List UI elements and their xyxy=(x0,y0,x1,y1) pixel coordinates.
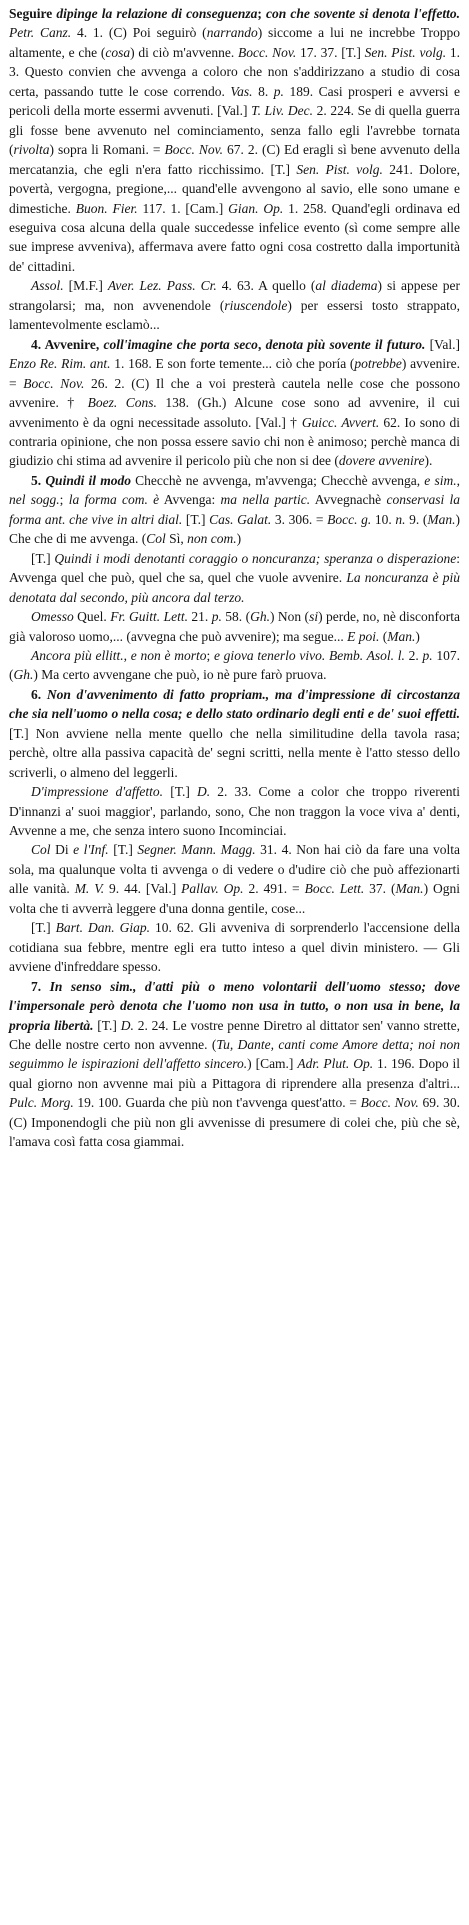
text-run: ( xyxy=(379,628,388,644)
text-run: Boez. Cons. xyxy=(87,395,157,411)
text-run: ) [Cam.] xyxy=(247,1056,298,1072)
text-run: 1. 3. Questo convien che avvenga a coloro che non s'addirizzano a studio di cosa certa, passando tutte le cose correndo. xyxy=(9,44,460,99)
text-run: 8. xyxy=(252,83,274,99)
text-run: ) siccome a lui ne increbbe Troppo altamente, e che ( xyxy=(9,25,460,60)
text-run: Buon. Fier. xyxy=(75,200,138,216)
text-run: , xyxy=(456,472,460,488)
text-run: riuscendole xyxy=(224,297,288,313)
text-run: Sen. Pist. volg. xyxy=(296,161,383,177)
text-run: Di xyxy=(50,842,74,858)
text-run: Enzo Re. Rim. ant. xyxy=(9,356,111,372)
text-run: p. xyxy=(273,83,284,99)
entry-paragraph xyxy=(9,918,460,976)
text-run: 19. 100. Guarda che più non t'avvenga quest'atto. = xyxy=(73,1095,361,1111)
text-run: 4. 63. A quello ( xyxy=(216,278,316,294)
text-run: E poi. xyxy=(347,628,380,644)
text-run: 69. 30. (C) Imponendogli che più non gli avvenisse di presumere di colei che, più che sè, l'amava così fatta cosa giammai. xyxy=(9,1095,460,1150)
text-run: Man. xyxy=(395,881,424,897)
text-run: Gh. xyxy=(250,609,270,625)
text-run: [M.F.] xyxy=(63,278,108,294)
text-run: conservasi la forma ant. che vive in altri dial. xyxy=(9,492,460,527)
text-run: ) Ma certo avvengane che può, io nè pure farò pruova. xyxy=(33,667,327,683)
text-run: ) xyxy=(236,531,242,547)
entry-paragraph xyxy=(9,607,460,646)
text-run: Vas. xyxy=(230,83,253,99)
text-run: Assol. xyxy=(31,278,64,294)
text-run: 2. 33. Come a color che troppo riverenti D'innanzi a' suoi maggior', parlando, sono, Che non traggon la voce viva a' denti, Avvenne a me, che senza intero suono Incominciai. xyxy=(9,784,460,839)
text-run: [T.] xyxy=(182,511,210,527)
text-run: si xyxy=(309,609,319,625)
text-run: Omesso xyxy=(31,609,74,625)
entry-paragraph xyxy=(9,840,460,918)
text-run: 1. 258. Quand'egli ordinava ed eseguiva cosa alcuna della quale succedesse infelice evento (sì come sempre alle sue imprese avveniva), affermava avere fatto ogni cosa costretto dalla importunità de' cittadini. xyxy=(9,200,461,274)
text-run: , xyxy=(123,647,131,663)
text-run: Man. xyxy=(427,511,456,527)
text-column xyxy=(9,4,460,1152)
text-run: [T.] xyxy=(93,1017,121,1033)
text-run: ) sopra li Romani. = xyxy=(49,142,165,158)
text-run: Col xyxy=(31,842,51,858)
text-run: [Val.] xyxy=(425,336,461,352)
text-run: con che sovente si denota l'effetto. xyxy=(266,6,460,21)
text-run: nel sogg. xyxy=(9,492,60,508)
text-run: ) Che che di me avvenga. ( xyxy=(9,511,461,547)
text-run: 117. 1. [Cam.] xyxy=(137,200,229,216)
text-run: T. Liv. Dec. xyxy=(251,103,314,119)
text-run: 7. xyxy=(31,978,50,994)
text-run: 17. 37. [T.] xyxy=(296,44,365,60)
text-run: 9. ( xyxy=(405,511,428,527)
text-run: Col xyxy=(146,531,166,547)
text-run: dovere avvenire xyxy=(338,453,425,469)
text-run: 138. (Gh.) Alcune cose sono ad avvenire, il cui avvenimento è da ogni necessitade assoluto. [Val.] † xyxy=(9,395,460,430)
text-run: D. xyxy=(196,784,211,800)
text-run: ) perde, no, nè disconforta già valoroso uomo,... (avvegna che può avvenire); ma segue... xyxy=(9,609,460,644)
text-run: e l'Inf. xyxy=(73,842,109,858)
text-run: 2. 224. Se di quella guerra gli fosse bene avvenuto nel cominciamento, senza fallo egli l'avrebbe tornata ( xyxy=(9,103,461,158)
text-run: e sim. xyxy=(424,472,457,488)
entry-paragraph xyxy=(9,646,460,685)
text-run: 67. 2. (C) Ed eragli sì bene avvenuto della mercatanzia, che egli n'era fatto ricchissimo. [T.] xyxy=(9,142,460,177)
text-run: 62. Io sono di contraria opinione, che non possa essere savio chi non è animoso; perchè manca di giudizio chi stima ad avvenire il pericolo più che non si dee ( xyxy=(9,414,460,469)
text-run: Quindi i modi denotanti coraggio o noncuranza; speranza o disperazione xyxy=(54,550,457,566)
text-run: ). xyxy=(424,453,433,469)
text-run: Ancora più ellitt. xyxy=(31,647,124,663)
entry-paragraph xyxy=(9,782,460,840)
text-run: Bocc. xyxy=(327,511,358,527)
text-run: rivolta xyxy=(13,142,50,158)
text-run: Pallav. Op. xyxy=(181,881,244,897)
text-run: Quel. xyxy=(73,609,111,625)
text-run: Bemb. Asol. xyxy=(329,647,395,663)
text-run: p. xyxy=(422,647,433,663)
entry-paragraph xyxy=(9,4,460,276)
text-run: 189. Casi prosperi e avversi e pericoli della morte essermi avvenuti. [Val.] xyxy=(9,83,460,119)
text-run: Man. xyxy=(387,628,416,644)
text-run: 1. 168. E son forte temente... ciò che poría ( xyxy=(110,356,355,372)
text-run: n. xyxy=(395,511,406,527)
text-run: 2. 491. = xyxy=(243,881,305,897)
text-run: Gh. xyxy=(13,667,34,683)
text-run: denota più sovente il futuro. xyxy=(265,336,426,352)
text-run: Avvegnachè xyxy=(310,492,387,508)
text-run: 1. 196. Dopo il qual giorno non avvenne mai più a Pittagora di riprendere alla presenza d'altri... xyxy=(9,1056,460,1091)
text-run: e giova tenerlo vivo. xyxy=(213,647,326,663)
text-run: D. xyxy=(120,1017,134,1033)
text-run: Avvenga: xyxy=(159,492,221,508)
text-run: potrebbe xyxy=(354,356,402,372)
text-run: [T.] xyxy=(108,842,138,858)
text-run: e non è morto xyxy=(130,647,207,663)
text-run: Petr. Canz. xyxy=(9,25,72,41)
text-run: 10. xyxy=(371,511,396,527)
entry-paragraph xyxy=(9,471,460,549)
text-run: 2. xyxy=(404,647,423,663)
text-run: ma nella partic. xyxy=(220,492,311,508)
text-run: l. xyxy=(397,647,405,663)
text-run: 26. 2. (C) Il che a voi presterà cautela nelle cose che possono avvenire. † xyxy=(9,375,460,411)
text-run: [T.] xyxy=(31,920,56,936)
text-run: ) xyxy=(415,628,420,644)
text-run: g. xyxy=(361,511,372,527)
text-run: 10. 62. Gli avveniva di sorprenderlo l'accensione della cotidiana sua febbre, mentre egli era tutto inteso a quel divin ministero. — Gli avviene d'infreddare spesso. xyxy=(9,920,460,975)
text-run: La noncuranza è più denotata dal secondo, più ancora dal terzo. xyxy=(9,570,461,605)
entry-paragraph xyxy=(9,685,460,782)
text-run: Gian. Op. xyxy=(228,200,284,216)
text-run: Bocc. Nov. xyxy=(237,44,297,60)
text-run: cosa xyxy=(105,44,131,60)
text-run: Guicc. Avvert. xyxy=(301,414,380,430)
text-run: [T.] Non avviene nella mente quello che nella similitudine della tavola rasa; perchè, oltre alla passiva capacità de' segni scritti, nella mente è l'atto stesso dello scriverli, o almeno del leggerli. xyxy=(9,725,460,780)
text-run: Sen. Pist. volg. xyxy=(364,44,447,60)
text-run: al diadema xyxy=(315,278,378,294)
text-run: la forma com. è xyxy=(68,492,160,508)
text-run: D'impressione d'affetto. xyxy=(31,784,164,800)
text-run: Segner. Mann. Magg. xyxy=(137,842,256,858)
text-run: Seguire xyxy=(9,6,57,21)
text-run: Bart. Dan. Giap. xyxy=(55,920,150,936)
text-run: 21. xyxy=(187,609,212,625)
text-run: Quindi il modo xyxy=(45,472,131,488)
text-run: 31. 4. Non hai ciò da fare una volta sola, ma qualunque volta ti avvenga o di vedere o d'udire ciò che può affezionarti alle vanità. xyxy=(9,842,461,897)
text-run: 58. ( xyxy=(221,609,251,625)
text-run: [T.] xyxy=(31,550,55,566)
text-run: [T.] xyxy=(163,784,197,800)
text-run: Bocc. Nov. xyxy=(23,375,85,391)
text-run: Bocc. Nov. xyxy=(360,1095,419,1111)
text-run: ; xyxy=(206,647,214,663)
text-run: 4. 1. (C) Poi seguirò ( xyxy=(71,25,207,41)
text-run: 5. xyxy=(31,472,46,488)
text-run: 3. 306. = xyxy=(271,511,328,527)
text-run: 6. xyxy=(31,686,47,702)
text-run: ; xyxy=(59,492,69,508)
text-run: Fr. Guitt. Lett. xyxy=(110,609,188,625)
text-run: Bocc. Lett. xyxy=(304,881,365,897)
text-run: 9. 44. [Val.] xyxy=(104,881,182,897)
text-run: ) Ogni volta che ti avverrà leggere d'una donna gentile, cose... xyxy=(9,881,460,916)
text-run: Checchè ne avvenga, m'avvenga; Checchè avvenga, xyxy=(130,472,425,488)
text-run: Aver. Lez. Pass. Cr. xyxy=(107,278,217,294)
entry-paragraph xyxy=(9,977,460,1152)
text-run: ) di ciò m'avvenne. xyxy=(130,44,238,60)
entry-paragraph xyxy=(9,335,460,471)
text-run: 37. ( xyxy=(364,881,396,897)
text-run: dipinge la relazione di conseguenza xyxy=(56,6,258,21)
text-run: Sì, xyxy=(165,531,188,547)
text-run: 4. Avvenire, xyxy=(31,336,104,352)
text-run: M. V. xyxy=(74,881,105,897)
text-run: Cas. Galat. xyxy=(209,511,272,527)
text-run: p. xyxy=(211,609,222,625)
text-run: ; xyxy=(257,6,267,21)
text-run: ) per essersi tosto strappato, lamentevolmente esclamò... xyxy=(9,297,460,333)
text-run: Pulc. Morg. xyxy=(9,1095,74,1111)
text-run: 107. ( xyxy=(9,647,461,683)
text-run: Tu, Dante, canti come Amore detta; noi non seguimmo le ispirazioni dell'affetto sincero. xyxy=(9,1037,460,1072)
text-run: narrando xyxy=(206,25,258,41)
entry-paragraph xyxy=(9,276,460,334)
text-run: Non d'avvenimento di fatto propriam., ma d'impressione di circostanza che sia nell'uomo o nella cosa; e dello stato ordinario degli enti e de' suoi effetti. xyxy=(9,686,461,722)
text-run: non com. xyxy=(187,531,237,547)
text-run: 241. Dolore, povertà, vergogna, pregione,... quand'elle avvengono al savio, elle sono umane e dimestiche. xyxy=(9,161,460,216)
text-run: ) si appese per strangolarsi; ma, non avvenendole ( xyxy=(9,278,461,313)
text-run: ) Non ( xyxy=(269,609,310,625)
entry-paragraph xyxy=(9,549,460,607)
text-run: In senso sim., d'atti più o meno volontarii dell'uomo stesso; dove l'impersonale però denota che l'uomo non usa in tutto, o non usa in bene, la propria libertà. xyxy=(9,978,461,1033)
text-run: : Avvenga quel che può, quel che sa, quel che vuole avvenire. xyxy=(9,550,460,586)
text-run: ) avvenire. = xyxy=(9,356,460,391)
text-run: Bocc. Nov. xyxy=(164,142,223,158)
text-run: Adr. Plut. Op. xyxy=(297,1056,374,1072)
text-run: , xyxy=(257,336,266,352)
text-run: coll'imagine che porta seco xyxy=(103,336,258,352)
text-run: 2. 24. Le vostre penne Diretro al dittator sen' vanno strette, Che delle nostre certo non avvenne. ( xyxy=(9,1017,460,1053)
